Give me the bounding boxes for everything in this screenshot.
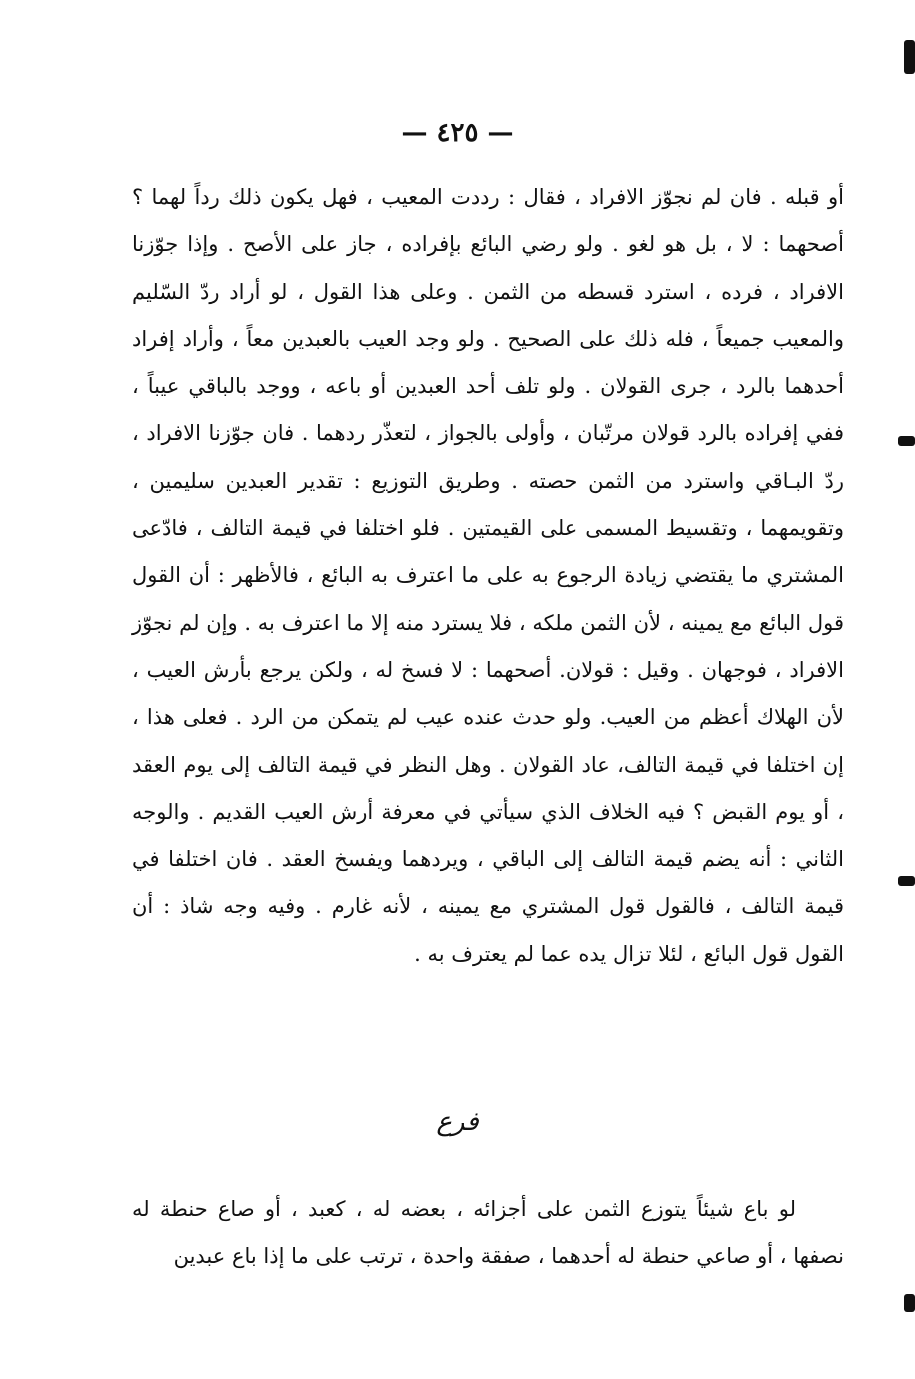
section-paragraph: لو باع شيئاً يتوزع الثمن على أجزائه ، بعضه له ، كعبد ، أو صاع حنطة له نصفها ، أو صاعي حنطة له أحدهما ، صفقة واحدة ، ترتب على ما إذا باع عبدين (132, 1197, 844, 1268)
scan-edge-mark (898, 436, 915, 446)
section-heading: فرع (436, 1107, 479, 1137)
scan-edge-mark (898, 876, 915, 886)
scan-edge-mark (904, 40, 915, 74)
page-number: — ٤٢٥ — (401, 118, 514, 148)
scan-edge-mark (904, 1294, 915, 1312)
main-paragraph: أو قبله . فان لم نجوّز الافراد ، فقال : رددت المعيب ، فهل يكون ذلك رداً لهما ؟ أصحهما : لا ، بل هو لغو . ولو رضي البائع بإفراده ، جاز على الأصح . وإذا جوّزنا الافراد ، فرده ، استرد قسطه من الثمن . وعلى هذا القول ، لو أراد ردّ السّليم والمعيب جميعاً ، فله ذلك على الصحيح . ولو وجد العيب بالعبدين معاً ، وأراد إفراد أحدهما بالرد ، جرى القولان . ولو تلف أحد العبدين أو باعه ، ووجد بالباقي عيباً ، ففي إفراده بالرد قولان مرتّبان ، وأولى بالجواز ، لتعذّر ردهما . فان جوّزنا الافراد ، ردّ البـاقي واسترد من الثمن حصته . وطريق التوزيع : تقدير العبدين سليمين ، وتقويمهما ، وتقسيط المسمى على القيمتين . فلو اختلفا في قيمة التالف ، فادّعى المشتري ما يقتضي زيادة الرجوع به على ما اعترف به البائع ، فالأظهر : أن القول قول البائع مع يمينه ، لأن الثمن ملكه ، فلا يسترد منه إلا ما اعترف به . وإن لم نجوّز الافراد ، فوجهان . وقيل : قولان. أصحهما : لا فسخ له ، ولكن يرجع بأرش العيب ، لأن الهلاك أعظم من العيب. ولو حدث عنده عيب لم يتمكن من الرد . فعلى هذا ، إن اختلفا في قيمة التالف، عاد القولان . وهل النظر في قيمة التالف إلى يوم العقد ، أو يوم القبض ؟ فيه الخلاف الذي سيأتي في معرفة أرش العيب القديم . والوجه الثاني : أنه يضم قيمة التالف إلى الباقي ، ويردهما ويفسخ العقد . فان اختلفا في قيمة التالف ، فالقول قول المشتري مع يمينه ، لأنه غارم . وفيه وجه شاذ : أن القول قول البائع ، لئلا تزال يده عما لم يعترف به . (132, 185, 844, 966)
